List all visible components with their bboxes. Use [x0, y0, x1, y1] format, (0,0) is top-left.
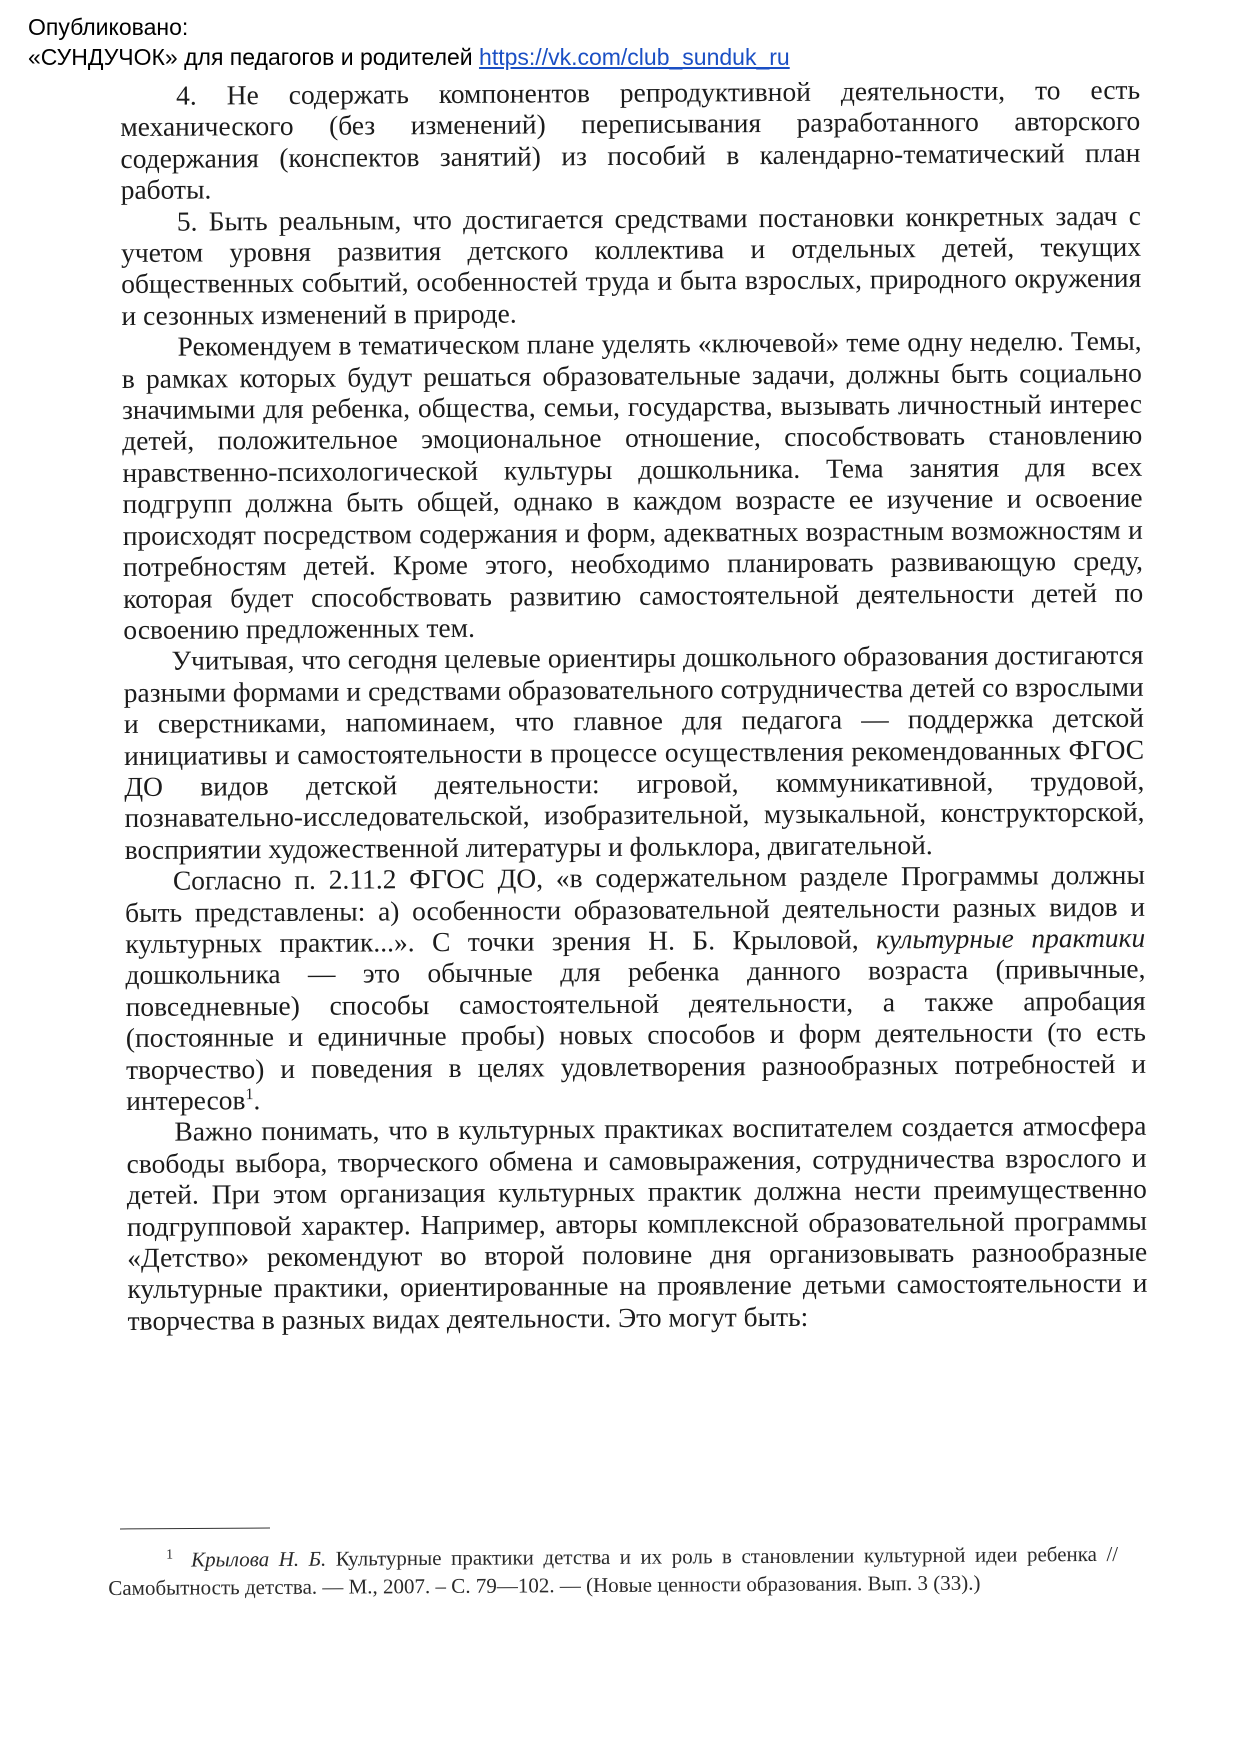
publisher-line [28, 42, 790, 72]
paragraph-understanding: Важно понимать, что в культурных практиках воспитателем создается атмосфера свободы выбора, творческого обмена и самовыражения, сотрудничества взрослого и детей. При этом организация культурных практик должна нести преимущественно подгрупповой характер. Например, авторы комплексной образовательной программы «Детство» рекомендуют во второй половине дня организовывать разнообразные культурные практики, ориентированные на проявление детьми самостоятельности и творчества в разных видах деятельности. Это могут быть: [126, 1110, 1148, 1336]
footnote-number: 1 [166, 1547, 174, 1563]
publisher-name: «СУНДУЧОК» для педагогов и родителей [28, 44, 480, 70]
emphasis-term: культурные практики [876, 921, 1146, 955]
footnote [108, 1536, 1118, 1602]
document-body [120, 74, 1148, 1336]
footnote-text: Культурные практики детства и их роль в становлении культурной идеи ребенка // Самобытность детства. — М., 2007. – С. 79—102. — (Новые ценности образования. Вып. 3 (33).) [108, 1541, 1119, 1600]
paragraph-key-theme: Рекомендуем в тематическом плане уделять «ключевой» теме одну неделю. Темы, в рамках которых будут решаться образовательные задачи, должны быть социально значимыми для ребенка, общества, семьи, государства, вызывать личностный интерес детей, положительное эмоциональное отношение, способствовать становлению нравственно-психологической культуры дошкольника. Тема занятия для всех подгрупп должна быть общей, однако в каждом возрасте ее изучение и освоение происходят посредством содержания и форм, адекватных возрастным возможностям и потребностям детей. Кроме этого, необходимо планировать развивающую среду, которая будет способствовать развитию самостоятельной деятельности детей по освоению предложенных тем. [121, 325, 1144, 645]
paragraph-target-guidelines: Учитывая, что сегодня целевые ориентиры дошкольного образования достигаются разными формами и средствами образовательного сотрудничества детей со взрослыми и сверстниками, напоминаем, что главное для педагога — поддержка детской инициативы и самостоятельности в процессе осуществления рекомендованных ФГОС ДО видов детской деятельности: игровой, коммуникативной, трудовой, познавательно-исследовательской, изобразительной, музыкальной, конструкторской, восприятии художественной литературы и фольклора, двигательной. [123, 639, 1145, 865]
footnote-divider [120, 1528, 270, 1530]
paragraph-text: дошкольника — это обычные для ребенка данного возраста (привычные, повседневные) способы самостоятельной деятельности, а также апробация (постоянные и единичные пробы) новых способов и форм деятельности (то есть творчество) и поведения в целях удовлетворения разнообразных потребностей и интересов [125, 953, 1147, 1116]
vk-club-link[interactable]: https://vk.com/club_sunduk_ru [479, 44, 790, 70]
paragraph-item-5: 5. Быть реальным, что достигается средствами постановки конкретных задач с учетом уровня развития детского коллектива и отдельных детей, текущих общественных событий, особенностей труда и быта взрослых, природного окружения и сезонных изменений в природе. [120, 199, 1142, 331]
paragraph-fgos-cultural-practices [125, 859, 1147, 1116]
paragraph-item-4: 4. Не содержать компонентов репродуктивной деятельности, то есть механического (без изменений) переписывания разработанного авторского содержания (конспектов занятий) из пособий в календарно-тематический план работы. [120, 73, 1141, 206]
published-label: Опубликовано: [28, 14, 189, 40]
footnote-author: Крылова Н. Б. [191, 1546, 327, 1572]
paragraph-text: Согласно п. 2.11.2 ФГОС ДО, «в содержательном разделе Программы должны быть представлены: а) особенности образовательной деятельности разных видов и культурных практик...». С точки зрения Н. Б. Крыловой, [124, 858, 1146, 959]
publication-header [28, 12, 790, 72]
paragraph-end: . [253, 1084, 261, 1116]
footnote-reference[interactable]: 1 [245, 1086, 254, 1104]
